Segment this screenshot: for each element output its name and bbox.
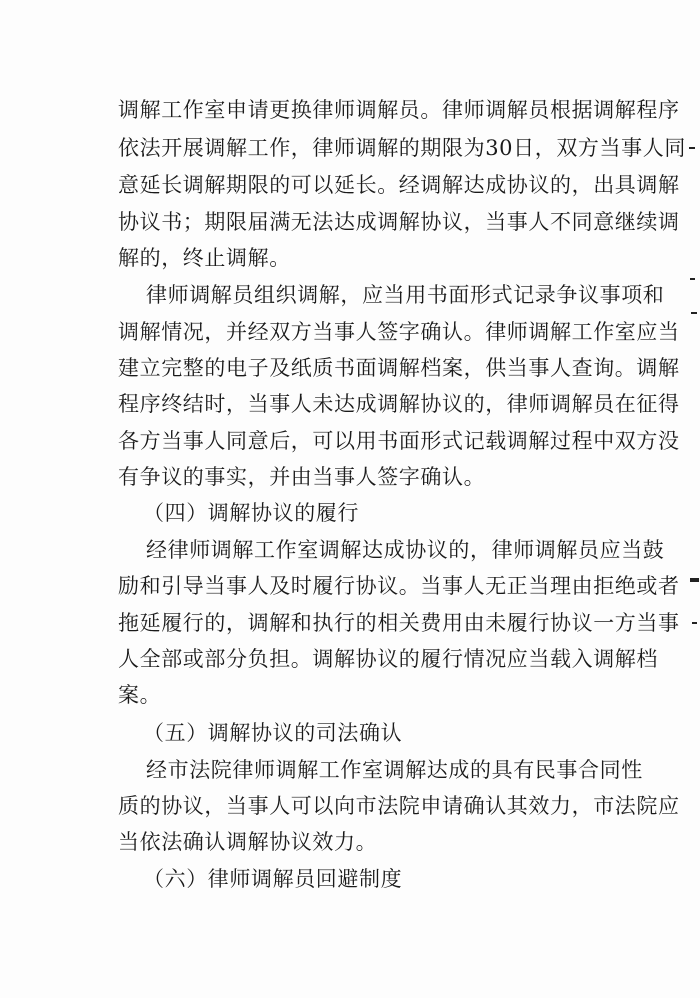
- text-line: 经市法院律师调解工作室调解达成的具有民事合同性: [146, 758, 643, 782]
- scan-mark: [691, 312, 697, 314]
- scan-mark: [689, 147, 695, 149]
- text-line: 拖延履行的，调解和执行的相关费用由未履行协议一方当事: [118, 611, 680, 635]
- text-line: 案。: [118, 683, 162, 707]
- text-line: 人全部或部分负担。调解协议的履行情况应当载入调解档: [118, 647, 658, 671]
- scan-mark: [692, 622, 697, 624]
- text-line: 经律师调解工作室调解达成协议的，律师调解员应当鼓: [146, 538, 665, 562]
- text-line: 质的协议，当事人可以向市法院申请确认其效力，市法院应: [118, 794, 680, 818]
- text-line: 程序终结时，当事人未达成调解协议的，律师调解员在征得: [118, 392, 680, 416]
- text-line: 当依法确认调解协议效力。: [118, 830, 378, 854]
- section-heading: （四）调解协议的履行: [143, 501, 359, 525]
- text-line: 意延长调解期限的可以延长。经调解达成协议的，出具调解: [118, 173, 680, 197]
- text-line: 调解情况，并经双方当事人签字确认。律师调解工作室应当: [118, 320, 680, 344]
- text-line: 有争议的事实，并由当事人签字确认。: [118, 465, 486, 489]
- section-heading: （六）律师调解员回避制度: [143, 867, 403, 891]
- scan-mark: [690, 578, 699, 582]
- text-line: 律师调解员组织调解，应当用书面形式记录争议事项和: [146, 283, 665, 307]
- text-line: 调解工作室申请更换律师调解员。律师调解员根据调解程序: [118, 98, 680, 122]
- text-line: 建立完整的电子及纸质书面调解档案，供当事人查询。调解: [118, 356, 680, 380]
- text-line: 依法开展调解工作，律师调解的期限为30日，双方当事人同: [118, 136, 686, 160]
- text-line: 协议书；期限届满无法达成调解协议，当事人不同意继续调: [118, 210, 680, 234]
- section-heading: （五）调解协议的司法确认: [143, 721, 403, 745]
- scan-mark: [690, 278, 695, 280]
- text-line: 励和引导当事人及时履行协议。当事人无正当理由拒绝或者: [118, 574, 680, 598]
- text-line: 各方当事人同意后，可以用书面形式记载调解过程中双方没: [118, 429, 680, 453]
- text-line: 解的，终止调解。: [118, 246, 291, 270]
